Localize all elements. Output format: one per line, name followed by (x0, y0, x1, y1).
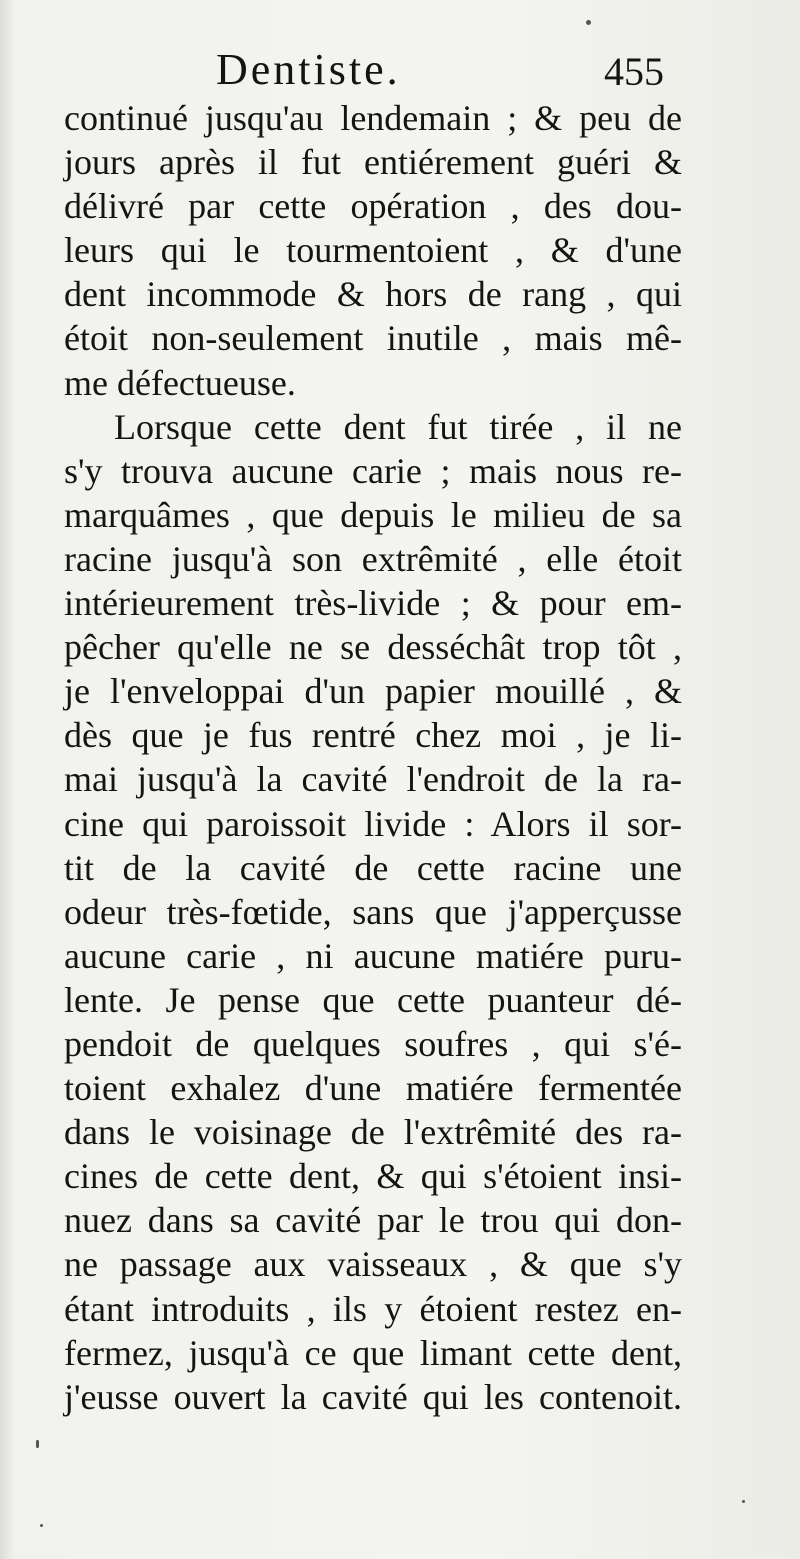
text-line: lente. Je pense que cette puanteur dé- (64, 979, 682, 1020)
text-line: délivré par cette opération , des dou- (64, 186, 682, 227)
text-line: cine qui paroissoit livide : Alors il sor- (64, 803, 682, 844)
text-line: nuez dans sa cavité par le trou qui don- (64, 1200, 682, 1241)
text-line: cines de cette dent, & qui s'étoient insi- (64, 1156, 682, 1197)
running-title: Dentiste. (216, 45, 401, 94)
ink-speck (586, 20, 591, 25)
text-line: pêcher qu'elle ne se desséchât trop tôt , (64, 627, 682, 668)
text-line: dès que je fus rentré chez moi , je li- (64, 715, 682, 756)
text-line: dent incommode & hors de rang , qui (64, 274, 682, 315)
text-line: leurs qui le tourmentoient , & d'une (64, 230, 682, 271)
ink-speck (36, 1440, 39, 1448)
text-line: toient exhalez d'une matiére fermentée (64, 1068, 682, 1109)
text-line: mai jusqu'à la cavité l'endroit de la ra- (64, 759, 682, 800)
text-line: me défectueuse. (64, 362, 296, 403)
text-line: j'eusse ouvert la cavité qui les contenoit. (64, 1376, 682, 1417)
paragraph (64, 96, 682, 405)
body-text (64, 96, 682, 1419)
text-line: fermez, jusqu'à ce que limant cette dent, (64, 1332, 682, 1373)
ink-speck (40, 1524, 43, 1527)
text-line: pendoit de quelques soufres , qui s'é- (64, 1023, 682, 1064)
text-line: étoit non-seulement inutile , mais mê- (64, 318, 682, 359)
text-line: je l'enveloppai d'un papier mouillé , & (64, 671, 682, 712)
text-line: odeur très-fœtide, sans que j'apperçusse (64, 891, 682, 932)
text-line: Lorsque cette dent fut tirée , il ne (114, 406, 682, 447)
text-line: tit de la cavité de cette racine une (64, 847, 682, 888)
paragraph (64, 405, 682, 1419)
page-header (0, 38, 800, 98)
text-line: étant introduits , ils y étoient restez en- (64, 1288, 682, 1329)
text-line: dans le voisinage de l'extrêmité des ra- (64, 1112, 682, 1153)
text-line: jours après il fut entiérement guéri & (64, 142, 682, 183)
text-line: s'y trouva aucune carie ; mais nous re- (64, 450, 682, 491)
text-line: racine jusqu'à son extrêmité , elle étoit (64, 538, 682, 579)
page-number: 455 (604, 49, 664, 94)
text-line: marquâmes , que depuis le milieu de sa (64, 494, 682, 535)
text-line: continué jusqu'au lendemain ; & peu de (64, 98, 682, 138)
text-line: aucune carie , ni aucune matiére puru- (64, 935, 682, 976)
text-line: ne passage aux vaisseaux , & que s'y (64, 1244, 682, 1285)
text-line: intérieurement très-livide ; & pour em- (64, 583, 682, 624)
ink-speck (742, 1500, 745, 1503)
